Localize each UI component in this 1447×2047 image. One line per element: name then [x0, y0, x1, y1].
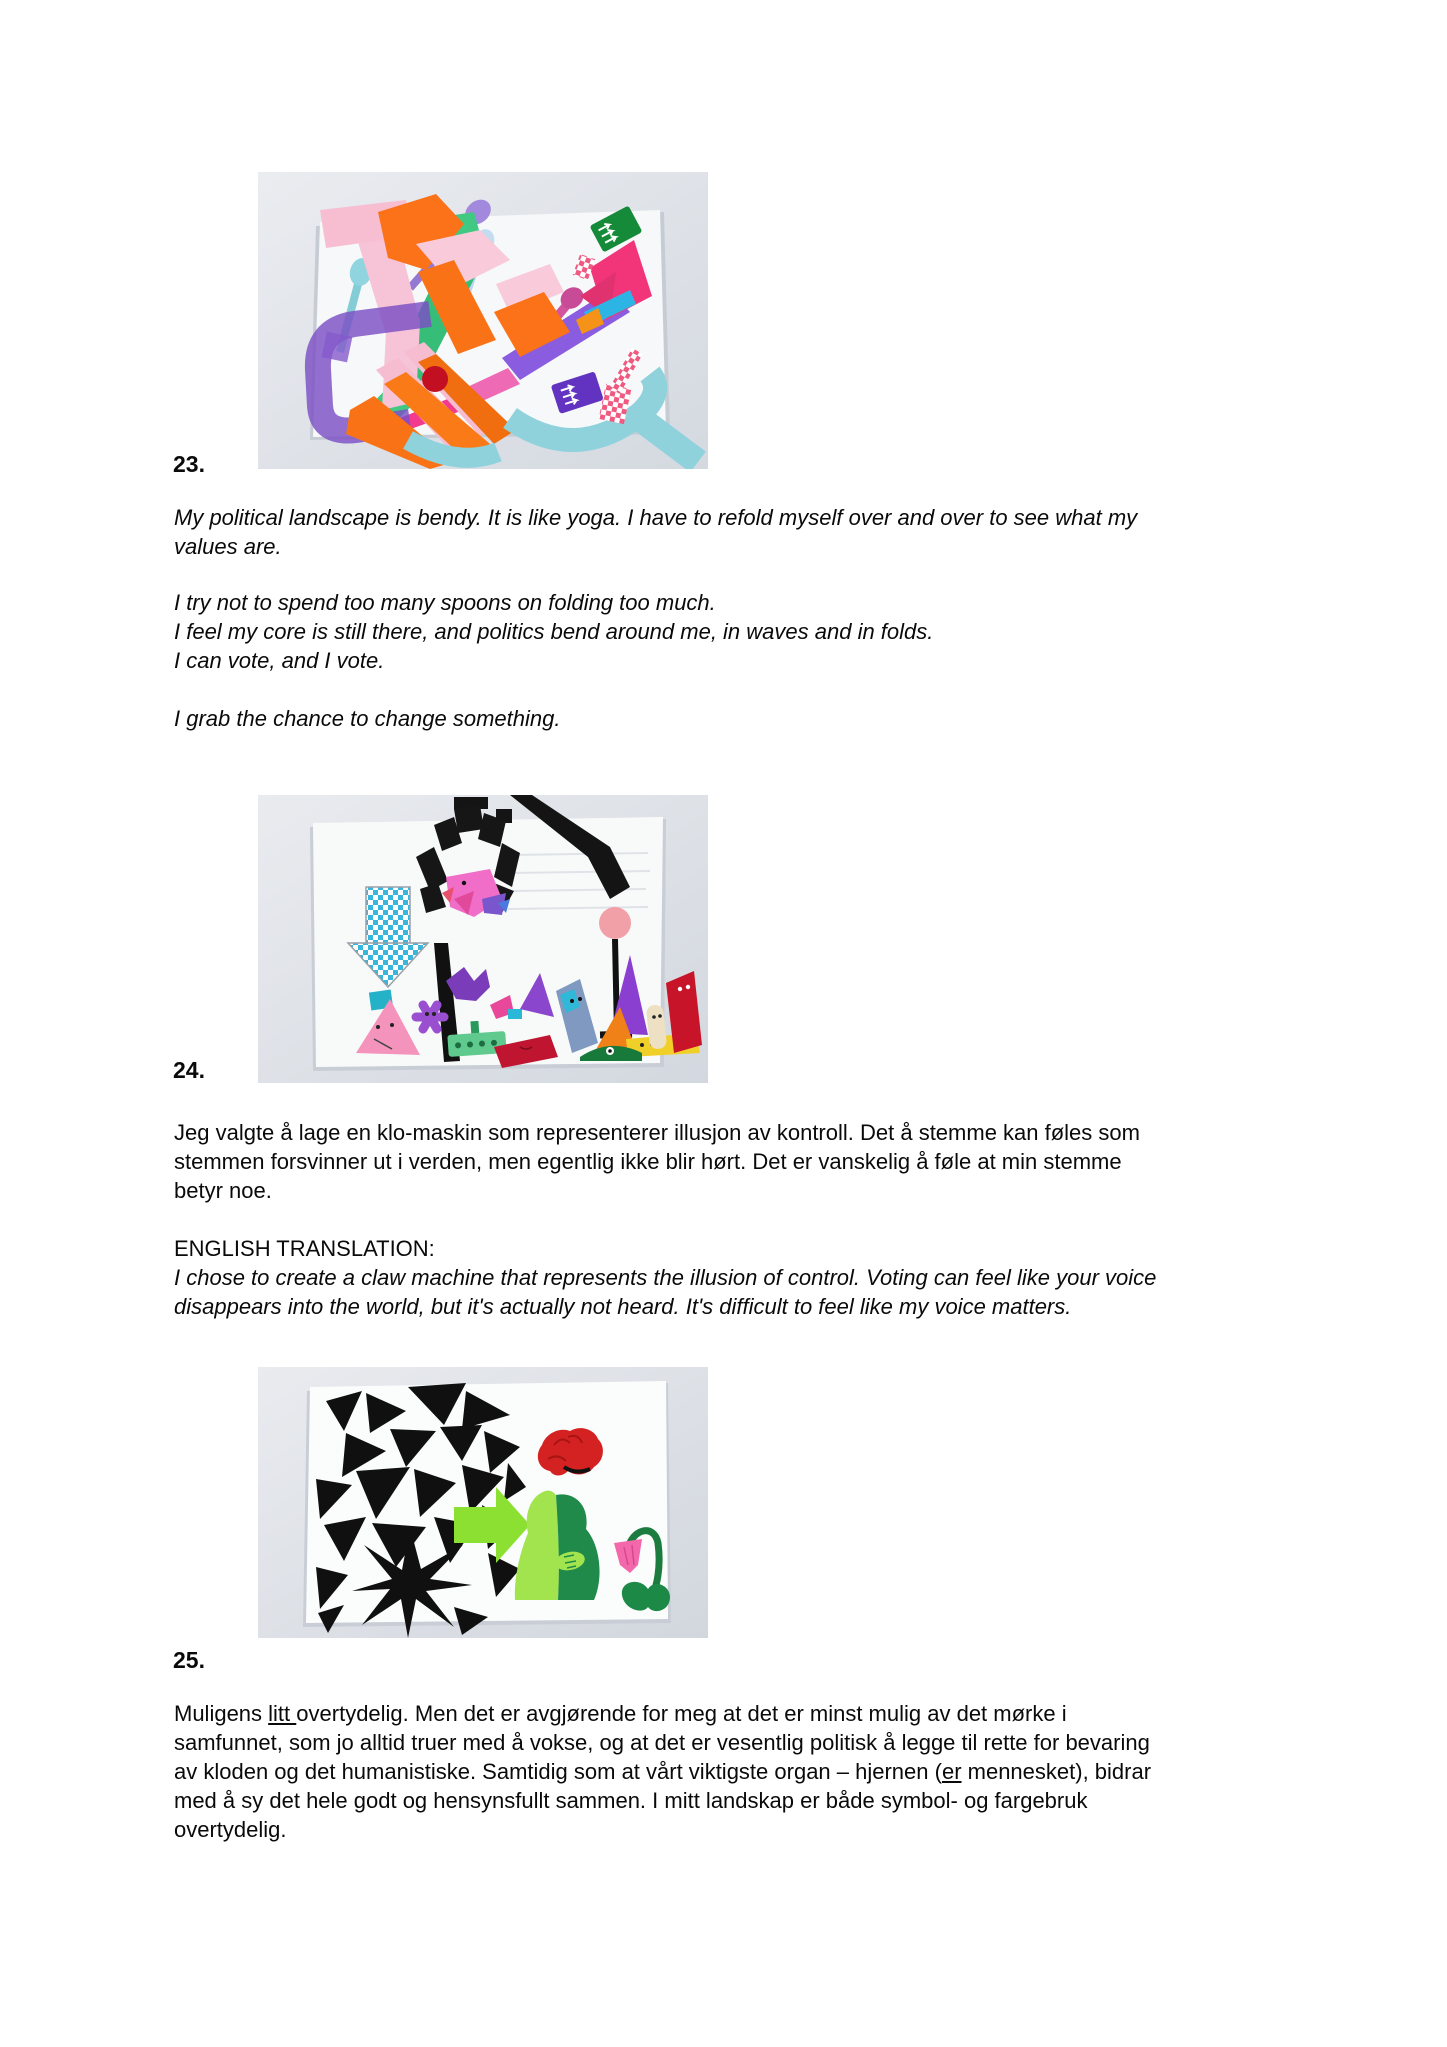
collage-photo-24 [258, 795, 708, 1083]
text-line: I grab the chance to change something. [174, 706, 561, 731]
text-segment: overtydelig. Men det er avgjørende for meg at det er minst mulig av det mørke i [296, 1701, 1067, 1726]
underlined-word-er: er [941, 1759, 962, 1784]
text-segment: av kloden og det humanistiske. Samtidig som at vårt viktigste organ – hjernen ( [174, 1759, 942, 1784]
entry-23-statement-2 [174, 588, 1294, 675]
text-line [174, 1699, 1294, 1728]
item-number-23: 23. [173, 451, 205, 477]
entry-25-norwegian [174, 1699, 1294, 1844]
entry-23-statement [174, 503, 1294, 561]
text-line: Jeg valgte å lage en klo-maskin som representerer illusjon av kontroll. Det å stemme kan føles som [174, 1120, 1140, 1145]
text-line [174, 1757, 1294, 1786]
text-line: My political landscape is bendy. It is like yoga. I have to refold myself over and over to see what my [174, 505, 1138, 530]
text-line: I can vote, and I vote. [174, 648, 385, 673]
collage-photo-25-art [258, 1367, 708, 1638]
entry-24-english [174, 1263, 1294, 1321]
collage-photo-24-art [258, 795, 708, 1083]
entry-23-statement-3 [174, 704, 1294, 733]
text-segment: Muligens [174, 1701, 269, 1726]
text-line: stemmen forsvinner ut i verden, men egentlig ikke blir hørt. Det er vanskelig å føle at min stemme [174, 1149, 1122, 1174]
text-line: disappears into the world, but it's actually not heard. It's difficult to feel like my voice matters. [174, 1294, 1072, 1319]
collage-photo-25 [258, 1367, 708, 1638]
entry-24-norwegian [174, 1118, 1294, 1205]
entry-24-translation-heading: ENGLISH TRANSLATION: [174, 1236, 435, 1261]
text-segment: mennesket), bidrar [961, 1759, 1152, 1784]
text-line: I try not to spend too many spoons on folding too much. [174, 590, 716, 615]
text-line: samfunnet, som jo alltid truer med å vokse, og at det er vesentlig politisk å legge til rette for bevaring [174, 1730, 1150, 1755]
collage-photo-23 [258, 172, 708, 469]
text-line: betyr noe. [174, 1178, 272, 1203]
text-line: overtydelig. [174, 1817, 287, 1842]
collage-photo-23-art [258, 172, 708, 469]
text-line: values are. [174, 534, 282, 559]
text-line: I feel my core is still there, and politics bend around me, in waves and in folds. [174, 619, 934, 644]
item-number-24: 24. [173, 1057, 205, 1083]
text-line: I chose to create a claw machine that represents the illusion of control. Voting can feel like your voice [174, 1265, 1157, 1290]
underlined-word-litt: litt [268, 1701, 297, 1726]
item-number-25: 25. [173, 1647, 205, 1673]
text-line: med å sy det hele godt og hensynsfullt sammen. I mitt landskap er både symbol- og fargebruk [174, 1788, 1088, 1813]
